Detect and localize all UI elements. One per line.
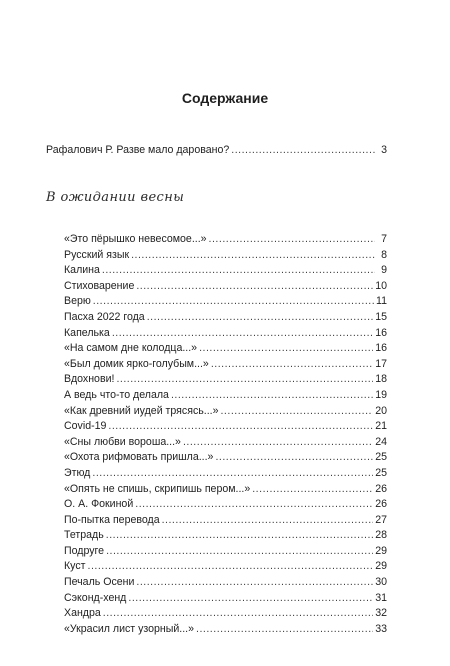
entry-title: «Опять не спишь, скрипишь пером...» (64, 482, 251, 495)
entry-title: Сэконд-хенд (64, 591, 127, 604)
page-number: 26 (375, 498, 387, 511)
entry-title: «Украсил лист узорный...» (64, 622, 195, 635)
entry-title: «Сны любви вороша...» (64, 435, 181, 448)
page-number: 21 (375, 420, 387, 433)
toc-list (64, 232, 387, 637)
page-number: 28 (375, 529, 387, 542)
page-number: 8 (381, 248, 387, 261)
entry-title: Русский язык (64, 248, 130, 261)
page-number: 16 (375, 342, 387, 355)
page-number: 16 (375, 326, 387, 339)
toc-entry (64, 310, 387, 326)
leader-dots (162, 513, 374, 529)
toc-entry (64, 419, 387, 435)
entry-title: Пасха 2022 года (64, 310, 145, 323)
leader-dots (128, 591, 373, 607)
leader-dots (102, 263, 375, 279)
toc-entry (64, 528, 387, 544)
entry-title: Подруге (64, 544, 105, 557)
leader-dots (108, 419, 373, 435)
page-number: 25 (375, 451, 387, 464)
toc-entry (64, 357, 387, 373)
toc-entry (64, 591, 387, 607)
entry-title: Рафалович Р. Разве мало даровано? (46, 144, 230, 156)
toc-entry (64, 606, 387, 622)
toc-entry (64, 294, 387, 310)
entry-title: Тетрадь (64, 529, 104, 542)
leader-dots (136, 279, 373, 295)
toc-entry (64, 232, 387, 248)
leader-dots (231, 144, 375, 156)
toc-entry (64, 263, 387, 279)
entry-title: Куст (64, 560, 86, 573)
page-number: 26 (375, 482, 387, 495)
toc-entry (64, 279, 387, 295)
page-number: 20 (375, 404, 387, 417)
entry-title: «Как древний иудей трясясь...» (64, 404, 219, 417)
leader-dots (93, 294, 374, 310)
leader-dots (196, 622, 373, 638)
entry-title: «На самом дне колодца...» (64, 342, 198, 355)
toc-entry (64, 544, 387, 560)
page-number: 27 (375, 513, 387, 526)
page-number: 32 (375, 607, 387, 620)
section-title: В ожидании весны (46, 190, 185, 205)
leader-dots (220, 404, 373, 420)
toc-entry (64, 372, 387, 388)
toc-entry (64, 435, 387, 451)
page-number: 3 (381, 144, 387, 156)
toc-entry-preface (46, 144, 387, 156)
leader-dots (199, 341, 373, 357)
leader-dots (131, 248, 375, 264)
page-number: 9 (381, 264, 387, 277)
page-number: 29 (375, 544, 387, 557)
toc-entry (64, 482, 387, 498)
toc-entry (64, 513, 387, 529)
entry-title: «Был домик ярко-голубым...» (64, 357, 209, 370)
page-number: 17 (375, 357, 387, 370)
page-number: 24 (375, 435, 387, 448)
leader-dots (183, 435, 373, 451)
toc-entry (64, 326, 387, 342)
leader-dots (116, 372, 373, 388)
page-number: 31 (375, 591, 387, 604)
leader-dots (92, 466, 373, 482)
leader-dots (209, 232, 375, 248)
leader-dots (147, 310, 374, 326)
leader-dots (215, 450, 373, 466)
toc-entry (64, 404, 387, 420)
toc-entry (64, 450, 387, 466)
leader-dots (211, 357, 373, 373)
toc-entry (64, 497, 387, 513)
toc-entry (64, 622, 387, 638)
page-number: 18 (375, 373, 387, 386)
leader-dots (252, 482, 373, 498)
toc-entry (64, 575, 387, 591)
leader-dots (136, 575, 373, 591)
entry-title: По-пытка перевода (64, 513, 160, 526)
leader-dots (106, 544, 373, 560)
entry-title: Covid-19 (64, 420, 107, 433)
entry-title: Калина (64, 264, 100, 277)
entry-title: «Это пёрышко невесомое...» (64, 233, 207, 245)
page-number: 11 (376, 295, 387, 308)
page-number: 30 (375, 576, 387, 589)
entry-title: А ведь что-то делала (64, 388, 169, 401)
toc-entry (64, 466, 387, 482)
page-number: 10 (375, 279, 387, 292)
page-number: 29 (375, 560, 387, 573)
page-number: 15 (375, 310, 387, 323)
entry-title: «Охота рифмовать пришла...» (64, 451, 214, 464)
entry-title: Этюд (64, 466, 91, 479)
page-number: 33 (375, 622, 387, 635)
leader-dots (103, 606, 373, 622)
leader-dots (135, 497, 373, 513)
entry-title: Вдохнови! (64, 373, 115, 386)
entry-title: Хандра (64, 607, 101, 620)
entry-title: О. А. Фокиной (64, 498, 134, 511)
leader-dots (88, 559, 374, 575)
toc-entry (64, 248, 387, 264)
page-number: 25 (375, 466, 387, 479)
page-number: 7 (381, 233, 387, 245)
entry-title: Капелька (64, 326, 110, 339)
entry-title: Верю (64, 295, 91, 308)
entry-title: Печаль Осени (64, 576, 135, 589)
page-title: Содержание (181, 90, 269, 106)
leader-dots (171, 388, 373, 404)
toc-entry (64, 559, 387, 575)
page-number: 19 (375, 388, 387, 401)
toc-entry (64, 388, 387, 404)
entry-title: Стиховарение (64, 279, 135, 292)
leader-dots (106, 528, 373, 544)
toc-entry (64, 341, 387, 357)
leader-dots (112, 326, 373, 342)
